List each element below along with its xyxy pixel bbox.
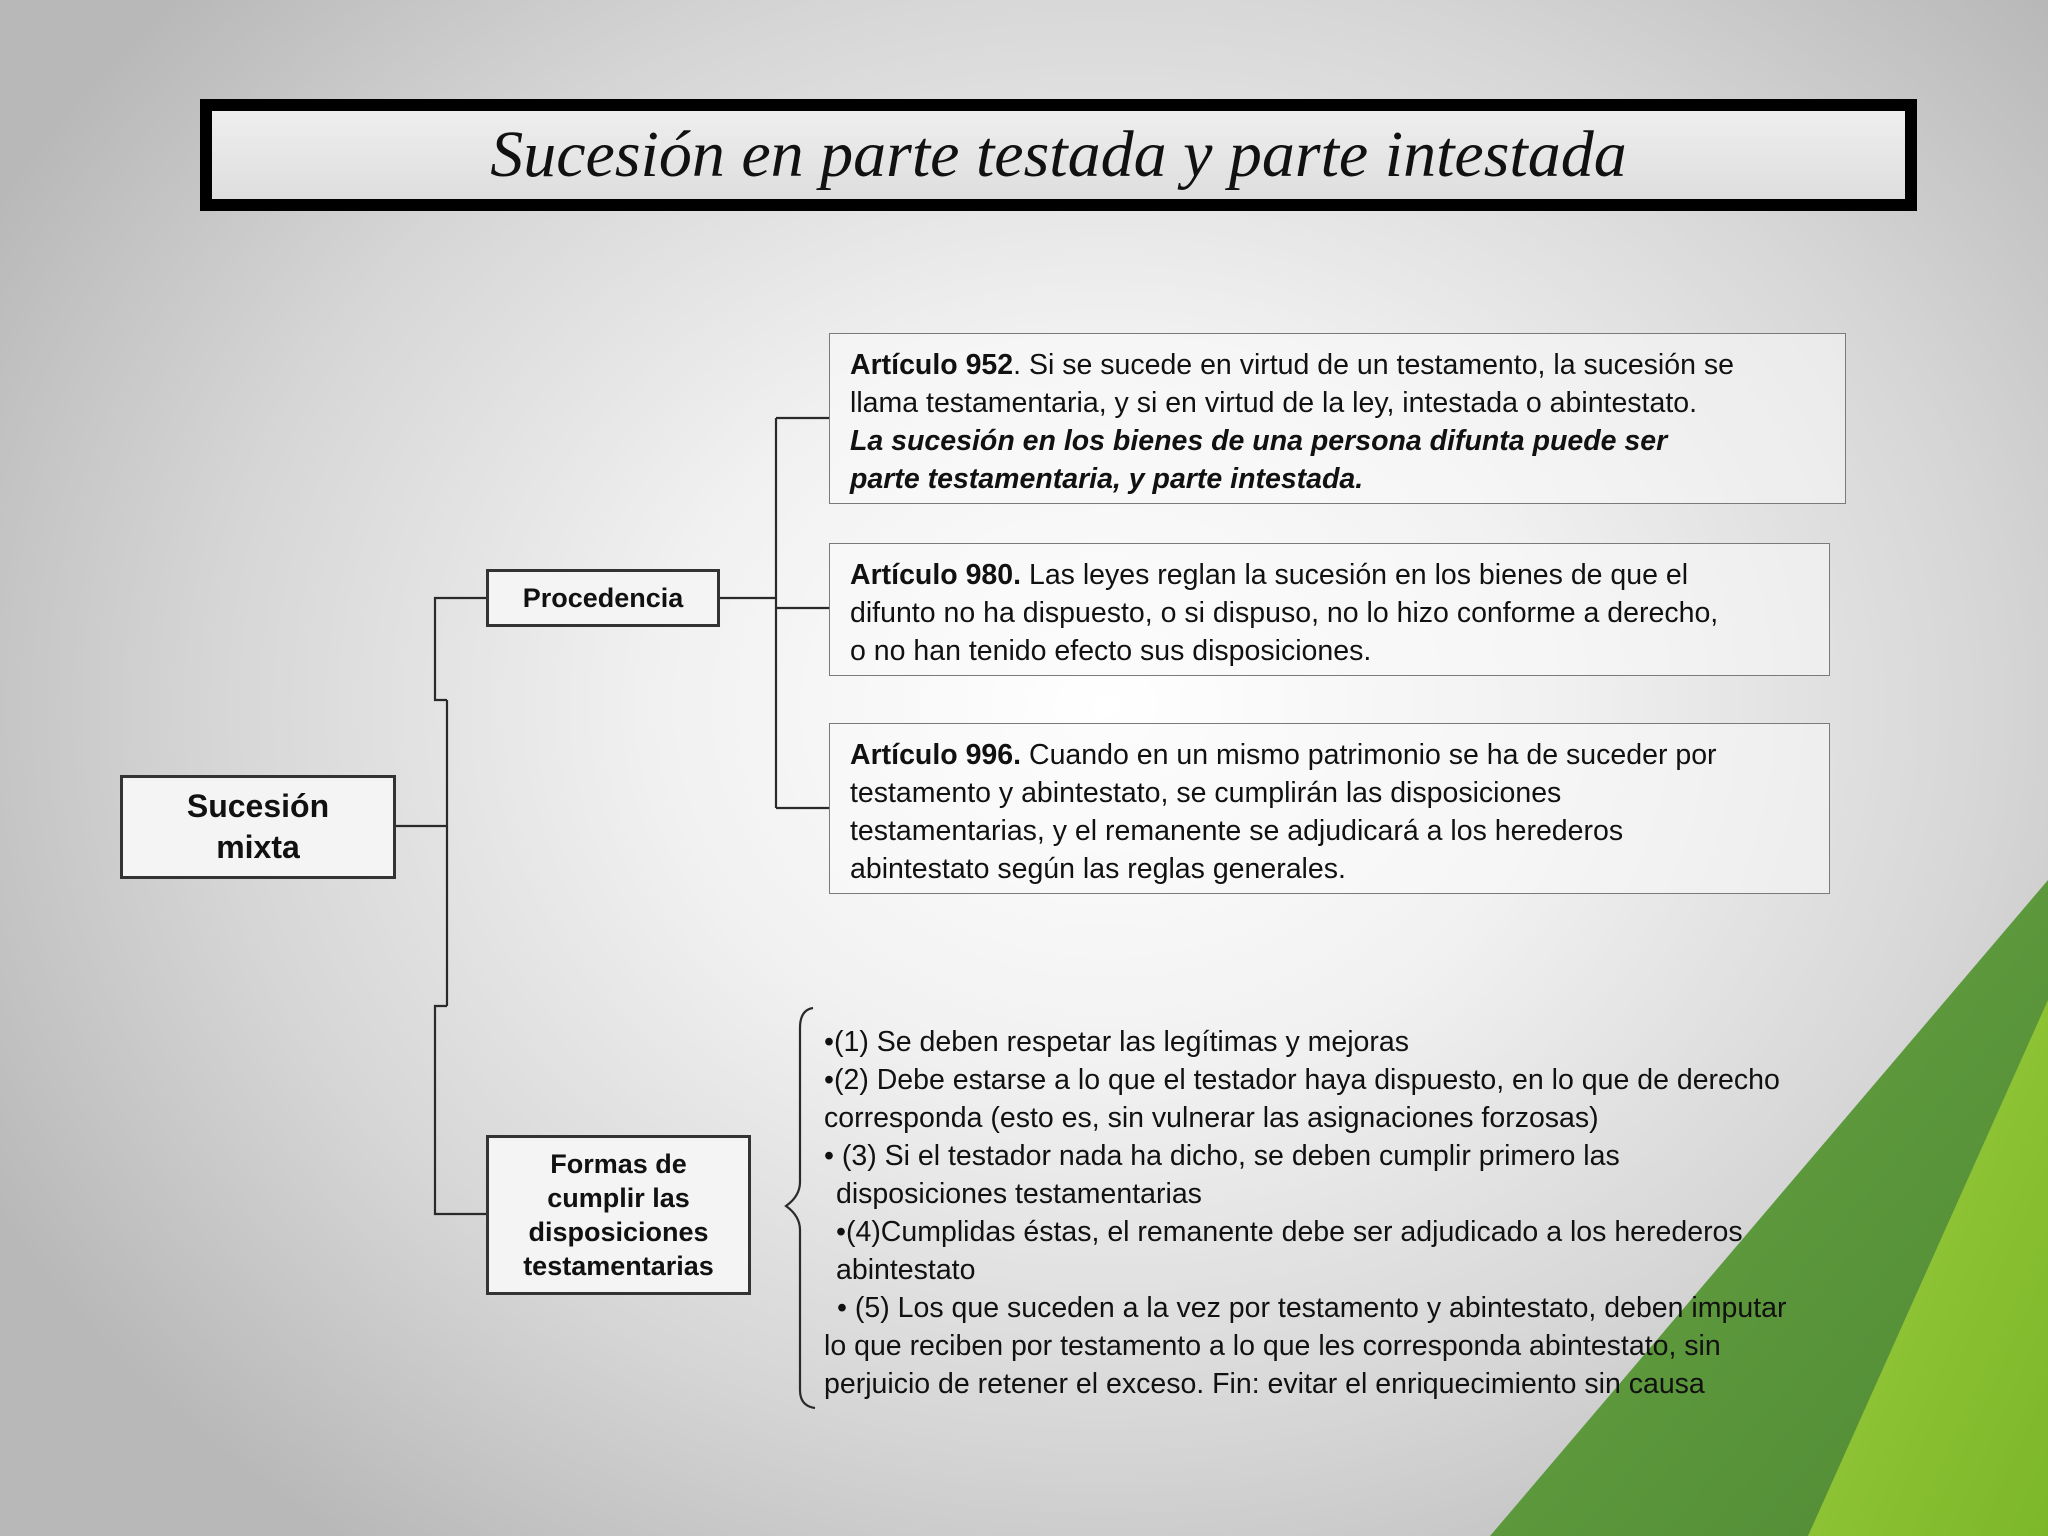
list-item: •(1) Se deben respetar las legítimas y mejoras <box>824 1026 1409 1058</box>
article-996-line2: testamento y abintestato, se cumplirán las disposiciones <box>850 777 1562 809</box>
formas-label-line2: cumplir las <box>547 1183 690 1213</box>
article-980-line3: o no han tenido efecto sus disposiciones. <box>850 635 1372 667</box>
article-952-emphasis-line2: parte testamentaria, y parte intestada. <box>850 463 1364 495</box>
root-node-line2: mixta <box>216 829 300 865</box>
procedencia-label: Procedencia <box>522 582 684 613</box>
formas-node <box>486 1135 751 1295</box>
article-952-line1: . Si se sucede en virtud de un testamento, la sucesión se <box>1013 349 1734 381</box>
root-node-line1: Sucesión <box>186 788 330 824</box>
list-item: •(4)Cumplidas éstas, el remanente debe ser adjudicado a los herederos <box>836 1216 1743 1248</box>
article-996-box <box>829 723 1830 894</box>
formas-label-line4: testamentarias <box>523 1251 714 1281</box>
article-952-box <box>829 333 1846 504</box>
article-996-lead: Artículo 996. <box>850 739 1022 771</box>
procedencia-node <box>486 569 720 627</box>
page-title: Sucesión en parte testada y parte intestada <box>490 118 1627 191</box>
article-952-emphasis-line1: La sucesión en los bienes de una persona difunta puede ser <box>850 425 1668 457</box>
title-frame <box>200 99 1917 211</box>
list-item: • (5) Los que suceden a la vez por testamento y abintestato, deben imputar <box>837 1292 1787 1324</box>
list-item: corresponda (esto es, sin vulnerar las asignaciones forzosas) <box>824 1102 1599 1134</box>
list-item: abintestato <box>836 1254 976 1286</box>
article-952-lead: Artículo 952 <box>850 349 1014 381</box>
article-980-lead: Artículo 980. <box>850 559 1022 591</box>
list-item: disposiciones testamentarias <box>836 1178 1202 1210</box>
article-996-line4: abintestato según las reglas generales. <box>850 853 1346 885</box>
procedencia-connector <box>720 418 829 808</box>
article-952-line2: llama testamentaria, y si en virtud de la ley, intestada o abintestato. <box>850 387 1698 419</box>
list-item: lo que reciben por testamento a lo que les corresponda abintestato, sin <box>824 1330 1721 1362</box>
list-item: •(2) Debe estarse a lo que el testador haya dispuesto, en lo que de derecho <box>824 1064 1780 1096</box>
article-980-line1: Las leyes reglan la sucesión en los bienes de que el <box>1021 559 1689 591</box>
formas-label-line3: disposiciones <box>528 1217 709 1247</box>
article-980-box <box>829 543 1830 676</box>
formas-label-line1: Formas de <box>550 1149 687 1179</box>
formas-list <box>824 1023 1904 1403</box>
formas-brace <box>786 1008 815 1408</box>
article-996-line1: Cuando en un mismo patrimonio se ha de suceder por <box>1021 739 1717 771</box>
article-996-line3: testamentarias, y el remanente se adjudicará a los herederos <box>850 815 1624 847</box>
root-node-sucesion-mixta <box>120 775 396 879</box>
article-980-line2: difunto no ha dispuesto, o si dispuso, no lo hizo conforme a derecho, <box>850 597 1719 629</box>
list-item: perjuicio de retener el exceso. Fin: evitar el enriquecimiento sin causa <box>824 1368 1705 1400</box>
list-item: • (3) Si el testador nada ha dicho, se deben cumplir primero las <box>824 1140 1620 1172</box>
root-connector <box>396 598 486 1214</box>
